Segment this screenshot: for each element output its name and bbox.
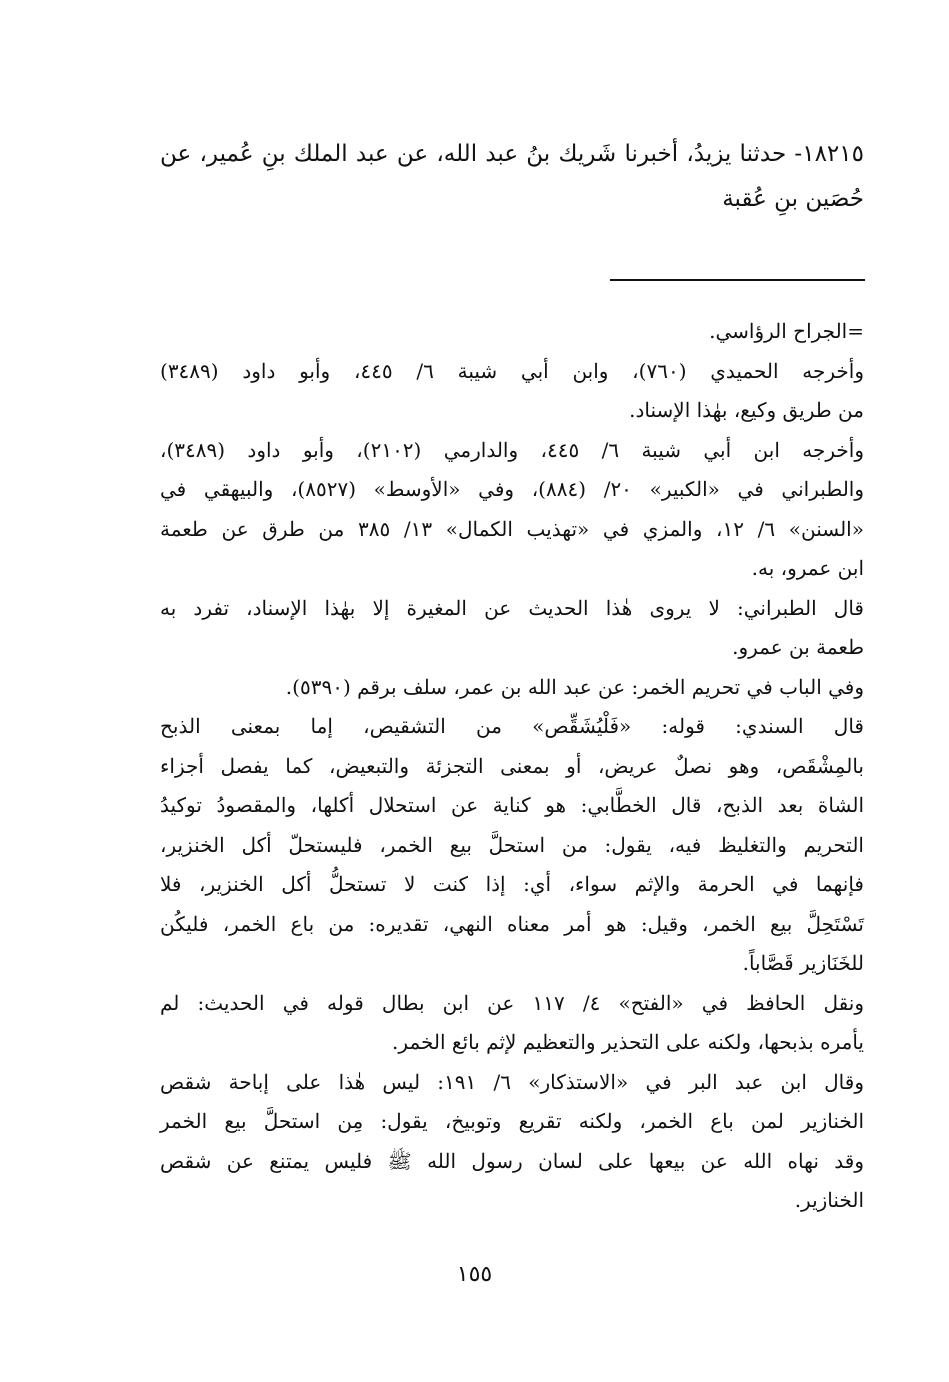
footnote-line: الخنازير. bbox=[794, 1188, 864, 1212]
footnote-line: طعمة بن عمرو. bbox=[732, 635, 864, 659]
footnote-paragraph bbox=[160, 431, 864, 589]
footnote-line: والطبراني في «الكبير» ٢٠/ (٨٨٤)، وفي «الأوسط» (٨٥٢٧)، والبيهقي في bbox=[160, 477, 865, 501]
footnote-line: قال السندي: قوله: «فَلْيُشَقِّص» من التشقيص، إما بمعنى الذبح bbox=[160, 714, 864, 738]
footnote-paragraph bbox=[160, 707, 864, 984]
footnote-line: وقد نهاه الله عن بيعها على لسان رسول الله ﷺ فليس يمتنع عن شقص bbox=[160, 1148, 864, 1173]
footnote-line: يأمره بذبحها، ولكنه على التحذير والتعظيم لإثم بائع الخمر. bbox=[392, 1030, 864, 1054]
footnote-line: ابن عمرو، به. bbox=[751, 556, 864, 580]
footnote-line: تَسْتَحِلَّ بيع الخمر، وقيل: هو أمر معناه النهي، تقديره: من باع الخمر، فليكُن bbox=[160, 911, 864, 936]
footnote-line: الخنازير لمن باع الخمر، ولكنه تقريع وتوبيخ، يقول: مِن استحلَّ بيع الخمر bbox=[160, 1109, 864, 1133]
hadith-text: ١٨٢١٥- حدثنا يزيدُ، أخبرنا شَريك بنُ عبد الله، عن عبد الملك بنِ عُمير، عن حُصَين بنِ عُقبة bbox=[160, 141, 864, 212]
footnote-line: بالمِشْقَص، وهو نصلٌ عريض، أو بمعنى التجزئة والتبعيض، كما يفصل أجزاء bbox=[160, 753, 864, 778]
footnote-paragraph bbox=[160, 312, 864, 352]
footnote-line: فإنهما في الحرمة والإثم سواء، أي: إذا كنت لا تستحلُّ أكل الخنزير، فلا bbox=[160, 872, 864, 896]
footnote-paragraph bbox=[160, 984, 864, 1063]
footnote-line: الشاة بعد الذبح، قال الخطَّابي: هو كناية عن استحلال أكلها، والمقصودُ توكيدُ bbox=[160, 793, 864, 817]
footnote-line: التحريم والتغليظ فيه، يقول: من استحلَّ بيع الخمر، فليستحلّ أكل الخنزير، bbox=[160, 832, 864, 857]
footnote-line: من طريق وكيع، بهٰذا الإسناد. bbox=[629, 398, 864, 422]
footnote-paragraph bbox=[160, 1063, 864, 1221]
footnote-paragraph bbox=[160, 352, 864, 431]
footnote-line: =الجراح الرؤاسي. bbox=[709, 319, 864, 343]
footnote-line: قال الطبراني: لا يروى هٰذا الحديث عن المغيرة إلا بهٰذا الإسناد، تفرد به bbox=[160, 595, 864, 620]
footnote-paragraph bbox=[160, 668, 864, 708]
footnote-paragraph bbox=[160, 589, 864, 668]
footnote-line: «السنن» ٦/ ١٢، والمزي في «تهذيب الكمال» ١٣/ ٣٨٥ من طرق عن طعمة bbox=[160, 516, 864, 541]
footnote-line: وأخرجه الحميدي (٧٦٠)، وابن أبي شيبة ٦/ ٤٤٥، وأبو داود (٣٤٨٩) bbox=[160, 358, 864, 383]
footnote-line: ونقل الحافظ في «الفتح» ٤/ ١١٧ عن ابن بطال قوله في الحديث: لم bbox=[160, 990, 864, 1015]
footnote-divider bbox=[610, 279, 865, 281]
footnote-line: وقال ابن عبد البر في «الاستذكار» ٦/ ١٩١: ليس هٰذا على إباحة شقص bbox=[160, 1069, 864, 1094]
footnote-line: للخَنَازير قَصَّاباً. bbox=[742, 951, 864, 975]
footnote-line: وفي الباب في تحريم الخمر: عن عبد الله بن عمر، سلف برقم (٥٣٩٠). bbox=[285, 674, 864, 699]
footnote-line: وأخرجه ابن أبي شيبة ٦/ ٤٤٥، والدارمي (٢١٠٢)، وأبو داود (٣٤٨٩)، bbox=[160, 437, 864, 462]
footnotes bbox=[160, 312, 864, 1221]
page-number: ١٥٥ bbox=[456, 1262, 493, 1287]
